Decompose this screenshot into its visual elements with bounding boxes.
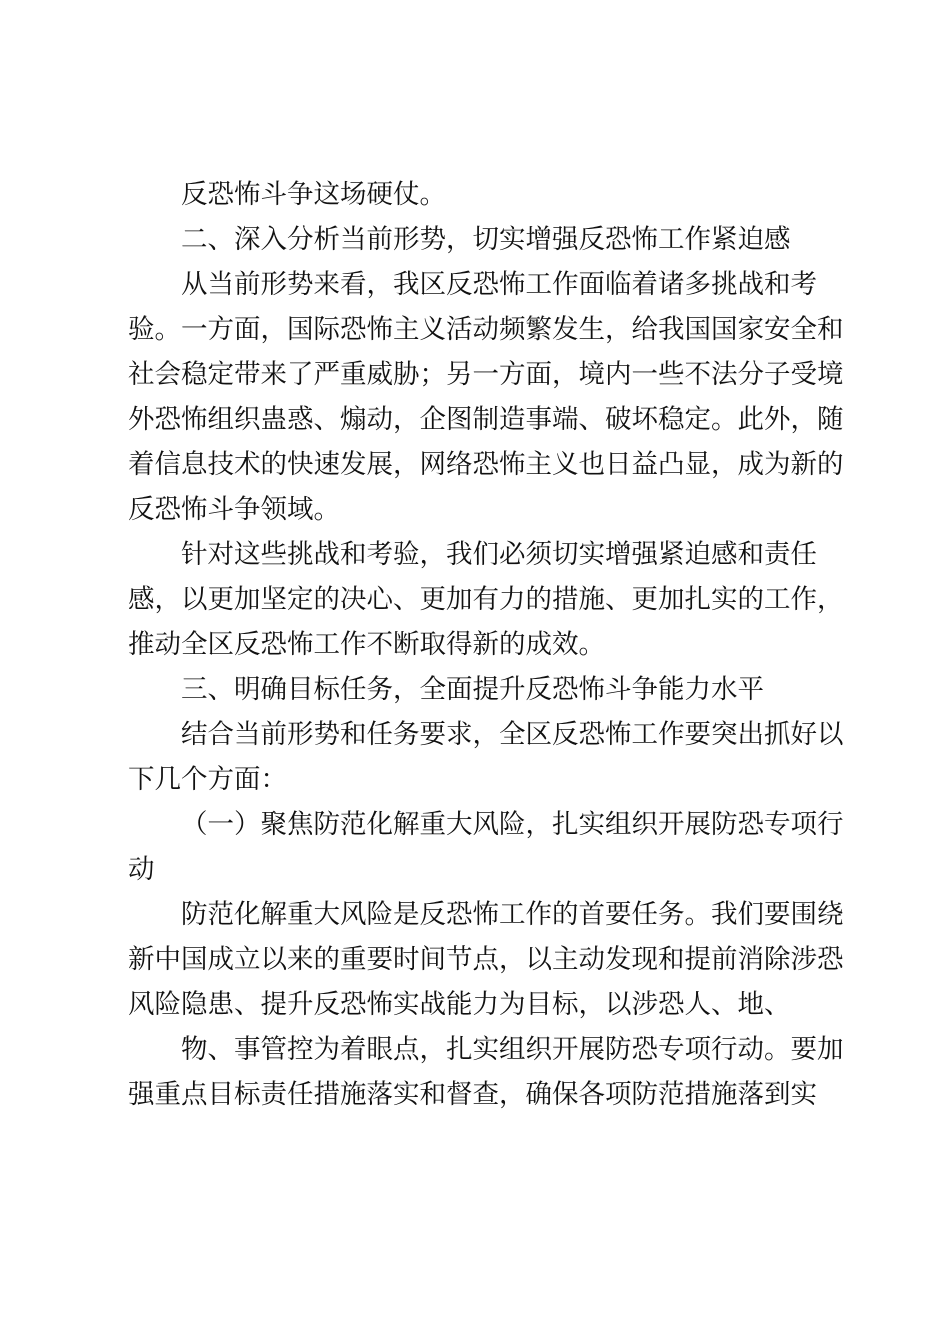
text-line: 新中国成立以来的重要时间节点，以主动发现和提前消除涉恐	[128, 944, 844, 975]
text-line: 验。一方面，国际恐怖主义活动频繁发生，给我国国家安全和	[128, 314, 844, 345]
text-line: 反恐怖斗争领域。	[128, 494, 340, 525]
text-line: 推动全区反恐怖工作不断取得新的成效。	[128, 629, 605, 660]
section-heading: 二、深入分析当前形势，切实增强反恐怖工作紧迫感	[181, 224, 791, 255]
text-line: 感，以更加坚定的决心、更加有力的措施、更加扎实的工作，	[128, 584, 844, 615]
text-line: 风险隐患、提升反恐怖实战能力为目标，以涉恐人、地、	[128, 989, 791, 1020]
text-line: 防范化解重大风险是反恐怖工作的首要任务。我们要围绕	[181, 899, 844, 930]
text-line: 下几个方面：	[128, 764, 287, 795]
text-line: 反恐怖斗争这场硬仗。	[181, 179, 446, 210]
subsection-heading: 动	[128, 854, 155, 885]
text-line: 社会稳定带来了严重威胁；另一方面，境内一些不法分子受境	[128, 359, 844, 390]
text-line: 着信息技术的快速发展，网络恐怖主义也日益凸显，成为新的	[128, 449, 844, 480]
text-line: 从当前形势来看，我区反恐怖工作面临着诸多挑战和考	[181, 269, 817, 300]
text-line: 针对这些挑战和考验，我们必须切实增强紧迫感和责任	[181, 539, 817, 570]
text-line: 外恐怖组织蛊惑、煽动，企图制造事端、破坏稳定。此外，随	[128, 404, 844, 435]
text-line: 强重点目标责任措施落实和督查，确保各项防范措施落到实	[128, 1079, 817, 1110]
text-line: 结合当前形势和任务要求，全区反恐怖工作要突出抓好以	[181, 719, 844, 750]
subsection-heading: （一）聚焦防范化解重大风险，扎实组织开展防恐专项行	[181, 809, 844, 840]
section-heading: 三、明确目标任务，全面提升反恐怖斗争能力水平	[181, 674, 764, 705]
text-line: 物、事管控为着眼点，扎实组织开展防恐专项行动。要加	[181, 1034, 844, 1065]
